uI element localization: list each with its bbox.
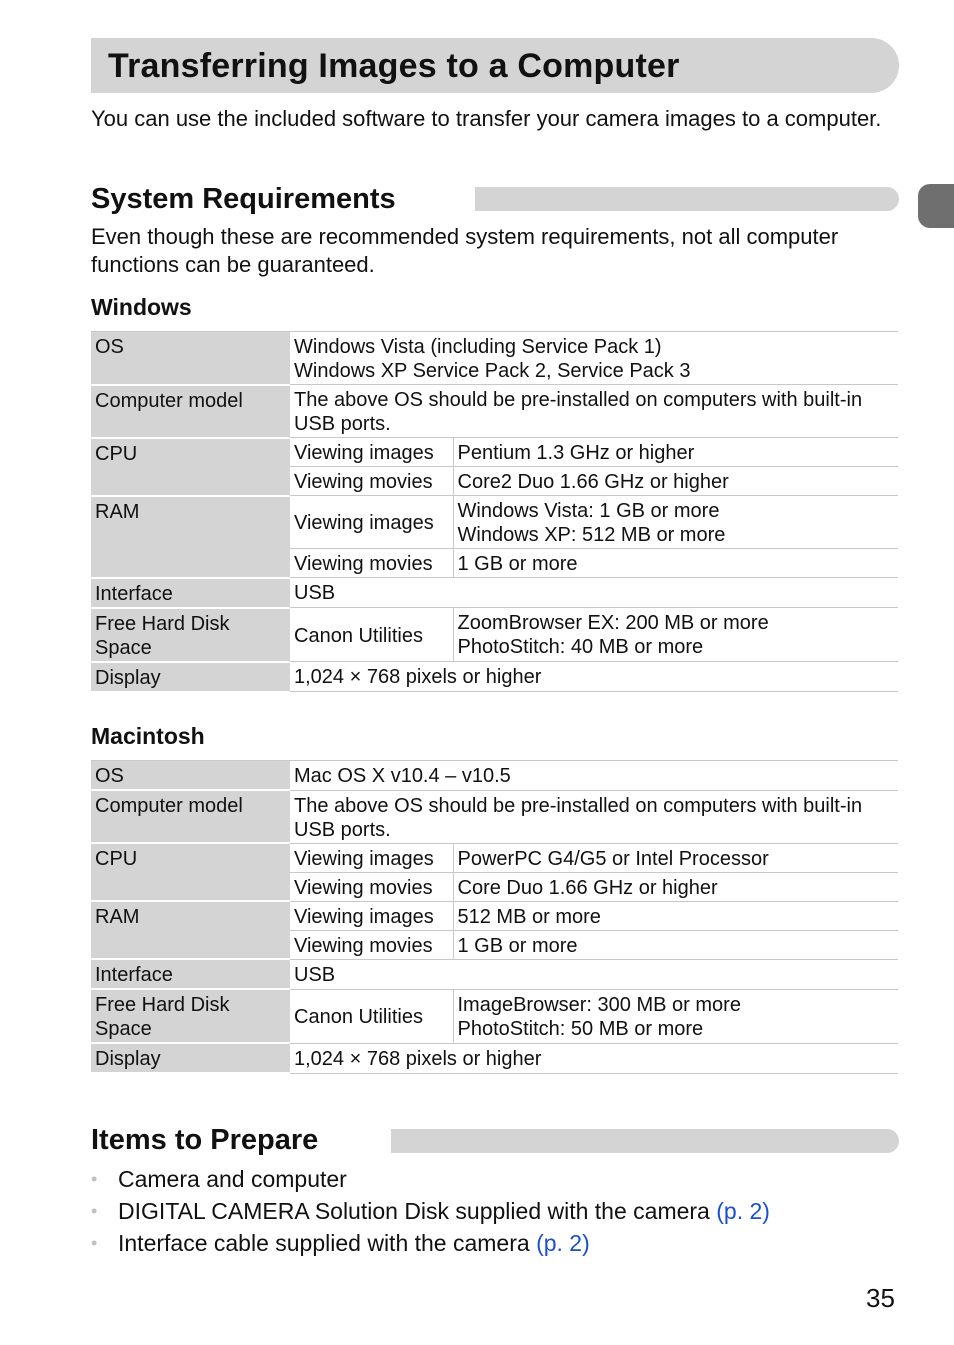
table-row <box>91 385 898 438</box>
item-text: Camera and computer <box>118 1166 347 1192</box>
system-requirements-heading: System Requirements <box>91 181 414 217</box>
cpu-movies-label: Viewing movies <box>290 872 453 901</box>
os-value: Mac OS X v10.4 – v10.5 <box>290 761 898 791</box>
chapter-tab <box>918 184 954 228</box>
display-value: 1,024 × 768 pixels or higher <box>290 662 898 692</box>
section-rule <box>475 187 899 211</box>
page-reference-link[interactable]: (p. 2) <box>716 1198 770 1224</box>
os-label: OS <box>91 332 290 385</box>
ram-line: Windows XP: 512 MB or more <box>457 524 726 546</box>
ram-movies-label: Viewing movies <box>290 930 453 959</box>
disk-label-line: Free Hard Disk <box>95 612 230 635</box>
macintosh-heading: Macintosh <box>91 723 205 749</box>
ram-images-label: Viewing images <box>290 496 453 549</box>
ram-movies-label: Viewing movies <box>290 549 453 578</box>
page-number: 35 <box>866 1283 895 1313</box>
bullet-icon: • <box>91 1169 98 1189</box>
table-row <box>91 761 898 791</box>
windows-requirements-table <box>91 331 898 693</box>
interface-value: USB <box>290 959 898 989</box>
cpu-images-value: PowerPC G4/G5 or Intel Processor <box>453 843 898 872</box>
computer-model-label: Computer model <box>91 790 290 843</box>
items-to-prepare-heading: Items to Prepare <box>91 1122 336 1158</box>
requirements-note: Even though these are recommended system requirements, not all computer functions can be guaranteed. <box>91 224 839 277</box>
display-value: 1,024 × 768 pixels or higher <box>290 1043 898 1073</box>
windows-heading: Windows <box>91 294 192 320</box>
item-text: Interface cable supplied with the camera <box>118 1230 537 1256</box>
list-item <box>91 1227 770 1259</box>
computer-model-value: The above OS should be pre-installed on computers with built-in USB ports. <box>290 790 898 843</box>
page-reference-link[interactable]: (p. 2) <box>536 1230 590 1256</box>
interface-value: USB <box>290 578 898 608</box>
ram-label: RAM <box>91 496 290 578</box>
table-row <box>91 989 898 1043</box>
table-row <box>91 1043 898 1073</box>
cpu-images-label: Viewing images <box>290 438 453 467</box>
ram-movies-value: 1 GB or more <box>453 930 898 959</box>
cpu-images-label: Viewing images <box>290 843 453 872</box>
page-title: Transferring Images to a Computer <box>108 47 680 85</box>
disk-space-label <box>91 608 290 662</box>
table-row <box>91 332 898 385</box>
table-row <box>91 901 898 930</box>
intro-text: You can use the included software to transfer your camera images to a computer. <box>91 106 882 131</box>
ram-label: RAM <box>91 901 290 959</box>
disk-space-value <box>453 989 898 1043</box>
table-row <box>91 608 898 662</box>
os-value <box>290 332 898 385</box>
table-row <box>91 578 898 608</box>
disk-space-value <box>453 608 898 662</box>
item-text: DIGITAL CAMERA Solution Disk supplied with the camera <box>118 1198 717 1224</box>
os-line: Windows XP Service Pack 2, Service Pack 3 <box>294 360 691 382</box>
interface-label: Interface <box>91 959 290 989</box>
bullet-icon: • <box>91 1233 98 1253</box>
cpu-movies-value: Core2 Duo 1.66 GHz or higher <box>453 467 898 496</box>
cpu-images-value: Pentium 1.3 GHz or higher <box>453 438 898 467</box>
ram-movies-value: 1 GB or more <box>453 549 898 578</box>
ram-images-label: Viewing images <box>290 901 453 930</box>
ram-line: Windows Vista: 1 GB or more <box>457 500 720 522</box>
cpu-movies-label: Viewing movies <box>290 467 453 496</box>
table-row <box>91 662 898 692</box>
display-label: Display <box>91 1043 290 1073</box>
disk-line: PhotoStitch: 40 MB or more <box>457 636 704 658</box>
list-item <box>91 1195 770 1227</box>
disk-space-label <box>91 989 290 1043</box>
interface-label: Interface <box>91 578 290 608</box>
disk-software-label: Canon Utilities <box>290 608 453 662</box>
table-row <box>91 843 898 872</box>
os-label: OS <box>91 761 290 791</box>
table-row <box>91 496 898 549</box>
mac-requirements-table <box>91 760 898 1074</box>
os-line: Windows Vista (including Service Pack 1) <box>294 336 662 358</box>
ram-images-value: 512 MB or more <box>453 901 898 930</box>
disk-line: ImageBrowser: 300 MB or more <box>457 993 741 1016</box>
ram-images-value <box>453 496 898 549</box>
table-row <box>91 438 898 467</box>
items-list <box>91 1163 770 1259</box>
cpu-label: CPU <box>91 843 290 901</box>
disk-line: PhotoStitch: 50 MB or more <box>457 1017 704 1040</box>
cpu-movies-value: Core Duo 1.66 GHz or higher <box>453 872 898 901</box>
disk-label-line: Space <box>95 636 152 659</box>
table-row <box>91 790 898 843</box>
disk-label-line: Space <box>95 1018 152 1040</box>
disk-line: ZoomBrowser EX: 200 MB or more <box>457 612 769 634</box>
cpu-label: CPU <box>91 438 290 496</box>
disk-label-line: Free Hard Disk <box>95 994 230 1016</box>
computer-model-value: The above OS should be pre-installed on computers with built-in USB ports. <box>290 385 898 438</box>
computer-model-label: Computer model <box>91 385 290 438</box>
list-item <box>91 1163 770 1195</box>
table-row <box>91 959 898 989</box>
bullet-icon: • <box>91 1201 98 1221</box>
disk-software-label: Canon Utilities <box>290 989 453 1043</box>
display-label: Display <box>91 662 290 692</box>
section-rule <box>391 1129 899 1153</box>
